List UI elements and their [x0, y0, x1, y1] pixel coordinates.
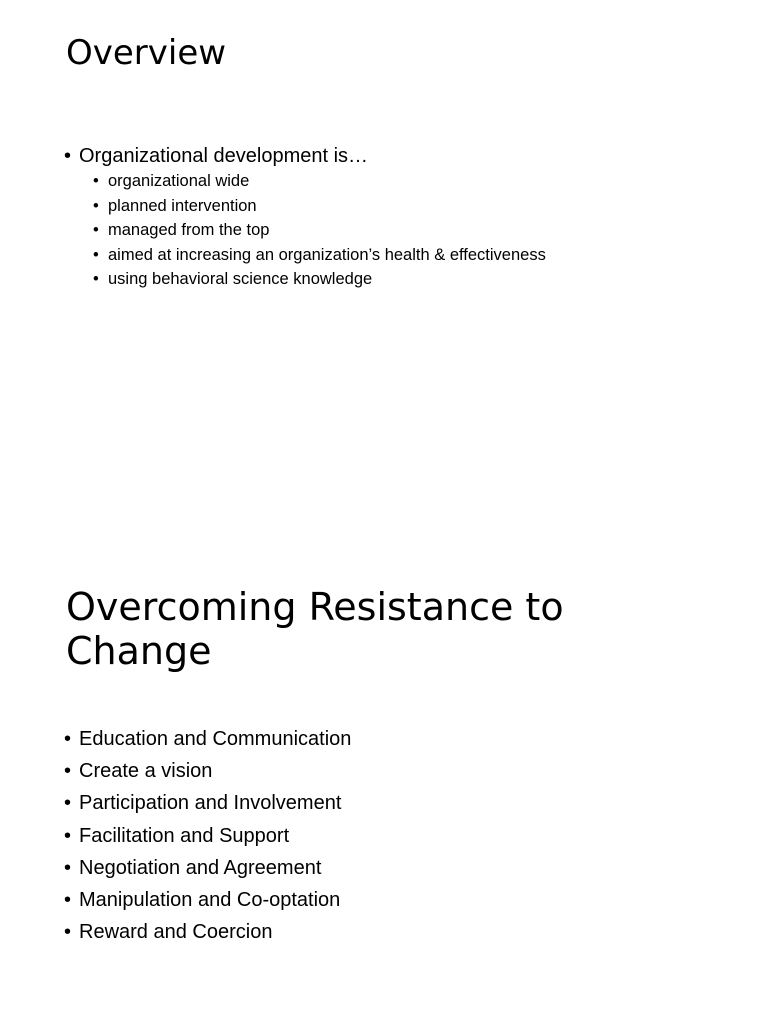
- bullet-icon: •: [64, 889, 72, 912]
- bullet-icon: •: [64, 145, 72, 167]
- sub-bullet-list: [93, 169, 546, 292]
- bullet-item: [64, 755, 351, 787]
- bullet-text: Education and Communication: [79, 728, 352, 750]
- bullet-icon: •: [64, 921, 72, 944]
- sub-bullet-text: organizational wide: [108, 172, 250, 190]
- bullet-icon: •: [64, 760, 72, 783]
- sub-bullet-item: [93, 194, 546, 219]
- bullet-item: [64, 916, 351, 948]
- bullet-item: [64, 723, 351, 755]
- bullet-icon: •: [93, 172, 99, 190]
- bullet-icon: •: [93, 270, 99, 289]
- bullet-item: [64, 143, 546, 292]
- bullet-icon: •: [64, 824, 72, 847]
- bullet-text: Create a vision: [79, 760, 213, 783]
- slide-title: Overcoming Resistance to Change: [66, 585, 564, 673]
- sub-bullet-item: [93, 218, 546, 243]
- sub-bullet-item: [93, 267, 546, 292]
- bullet-text: Negotiation and Agreement: [79, 856, 322, 879]
- bullet-item: [64, 787, 351, 819]
- bullet-icon: •: [93, 196, 99, 215]
- sub-bullet-text: planned intervention: [108, 196, 257, 215]
- bullet-icon: •: [93, 221, 99, 240]
- bullet-list: [64, 723, 351, 948]
- sub-bullet-text: managed from the top: [108, 221, 270, 240]
- bullet-text: Organizational development is…: [79, 145, 369, 167]
- sub-bullet-text: aimed at increasing an organization’s health & effectiveness: [108, 245, 546, 264]
- bullet-item: [64, 852, 351, 884]
- bullet-item: [64, 884, 351, 916]
- sub-bullet-item: [93, 243, 546, 268]
- sub-bullet-item: [93, 169, 546, 194]
- bullet-text: Facilitation and Support: [79, 824, 290, 847]
- bullet-icon: •: [64, 728, 72, 750]
- bullet-icon: •: [64, 856, 72, 879]
- sub-bullet-text: using behavioral science knowledge: [108, 270, 373, 289]
- bullet-text: Reward and Coercion: [79, 921, 273, 944]
- bullet-icon: •: [93, 245, 99, 264]
- bullet-item: [64, 820, 351, 852]
- slide-title: Overview: [66, 33, 227, 73]
- bullet-text: Participation and Involvement: [79, 792, 342, 815]
- bullet-icon: •: [64, 792, 72, 815]
- bullet-text: Manipulation and Co-optation: [79, 889, 341, 912]
- bullet-list: [64, 143, 546, 292]
